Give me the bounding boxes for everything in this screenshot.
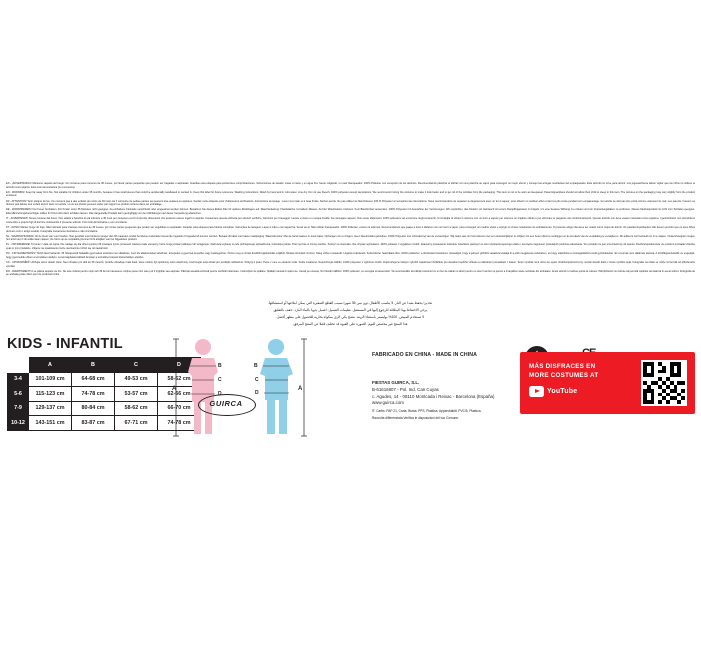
row-2-age: 7-9 [8,401,29,416]
row-1-a: 115-123 cm [29,387,72,402]
row-0-age: 3-4 [8,372,29,387]
arabic-line-2: يرجى الاحتفاظ بهذا البطاقة للرجوع إليها في المستقبل. تعليمات الغسيل: اغسل يدويا بالماء البارد. جفف بالتعليق. [272,308,428,313]
legal-paragraph-pt: PT - AVISO! Manter longe do fogo. Não indicado para crianças menores de 36 meses, por conter partes pequenas que podem ser engolidas ou aspiradas. Guardar esta etiqueta para futuras consultas. Instruções de lavagem: Lavar à mão e com água fria. Secar ao ar. Não utilizar branqueador. 100% Poliéster, exceto os adornos. Recomendamos que passe a ferro o disfarce com um ferro a vapor, para conseguir um melhor efeito e corrigir os vincos resultantes do embalamento. O presente artigo não deve ser usado como roupa de dormir. Os pais/acompanhantes não devem permitir que os seus filhos durmam com o artigo vestido. Fotografia meramente ilustrativa e não vinculativa. [6,225,695,233]
legal-paragraph-en: EN - WARNING! Keep far away from fire. Not suitable for children under 36 months, because it has small pieces that could be accidentally swallowed or sucked in. Keep this label for future reference. Washing instructions: Wash by hand and in cold water. Line dry. Do not use bleach. 100% polyester except decorations. We recommend ironing the costume to make it look better and to get rid of the wrinkles from the packaging. This item is not to be worn as sleepwear. Parents/guardians should not allow their child to sleep in this item. The pictures on the packaging may vary slightly from the product enclosed. [6,190,695,198]
promo-line-en: MORE COSTUMES AT [529,372,599,379]
header-col-b: B [72,358,115,373]
arabic-text-block [210,300,490,329]
youtube-label: YouTube [547,388,578,395]
row-1-b: 74-78 cm [72,387,115,402]
svg-text:B: B [218,363,222,369]
arabic-line-3: لا تستخدم المبيض. 100% بوليستر باستثناء الزينة. ننصح بكي الزي بمكواة بخارية للحصول على مظهر أفضل. [275,315,425,320]
legal-paragraph-cs: CS - UPOZORNĚNÍ! Udržujte mimo dosah ohně. Není vhodné pro děti do 36 měsíců, protože obsahuje malé části, které mohou být spolknuty nebo vdechnuty. Uschovejte tento štítek pro pozdější nahlédnutí. Pokyny k praní: Perte v ruce ve studené vodě. Sušte zavěšené. Nepoužívejte bělidlo. 100% polyester s výjimkou ozdob. Doporučujeme kostým vyžehlit napařovací žehličkou pro dosažení lepšího vzhledu a odstranění pomačkání z balení. Tento výrobek není určen ke spaní. Rodiče/opatrovníci by neměli dovolit dítěti v tomto výrobku spát. Fotografie na obalu se může mírně lišit od přiloženého výrobku. [6,260,695,268]
legal-paragraph-es: ES - ¡ADVERTENCIA! Mantener alejado del fuego. No conviene para menores de 36 meses, por llevar partes pequeñas que pueden ser tragadas o aspiradas. Guardas esta etiqueta para posteriores comprobaciones. Instrucciones de lavado: Lavar a mano y en agua fría. Secar colgando, no usar blanqueador. 100% Poliester con excepción de los adornos. Recomendamos planchar el disfraz con una plancha de vapor para conseguir un mejor efecto y consejo las arrugas resultantes del empaquetado. Este artículo no sirve para dormir. Los juguetes/fuera deben vigilar que los niños no utilicen el artículo como pijama. Esto solo demostrativa (no encuentra). [6,182,695,189]
legal-paragraph-hu: HU - FIGYELMEZTETÉS! Tűztől távol tartandó. 36 hónaposnál fiatalabb gyermekek számára nem alkalmas, mert kis alkatrészeket tartalmaz, amelyeket a gyermek lenyelhet vagy belélegezhet. Őrizze meg a címkét későbbi tájékozódás céljából. Mosási útmutató: Kézzel, hideg vízben mosandó. Lógatva szárítandó. Fehérítőszer használata tilos. 100% poliészter, a díszítések kivételével. Javasoljuk, hogy a jelmezt gőzölős vasalóval vasalja ki a jobb megjelenés érdekében, és hogy eltávolítsa a csomagolásból eredő gyűrődéseket. Ez a termék nem alkalmas alvásra. A szülők/gondviselők ne engedjék, hogy gyermekük ebben a termékben aludjon. A csomagoláson látható fénykép a termékhez képest kismértékben eltérhet. [6,252,695,259]
boy-figure-icon [246,336,312,440]
row-0-a: 101-109 cm [29,372,72,387]
row-3-b: 83-87 cm [72,416,115,431]
guirca-logo [198,390,254,418]
legal-paragraph-ro: RO - AVERTISMENT! A se păstra departe de foc. Nu este indicat pentru copii sub 36 de luni deoarece conține piese mici care pot fi înghițite sau aspirate. Păstrați această etichetă pentru verificări ulterioare. Instrucțiuni de spălare: Spălați manual în apă rece. Uscați pe umeraș. Nu folosiți înălbitor. 100% poliester, cu excepția ornamentelor. Vă recomandăm să călcați costumul cu un fier de călcat cu aburi pentru un efect mai bun și pentru a îndepărta cutele rezultate din ambalare. Acest articol nu trebuie purtat la culcare. Părinții/tutorii nu trebuie să permită copilului să doarmă în acest articol. Fotografia de pe ambalaj poate diferi ușor de produsul inclus. [6,269,695,277]
measurement-figures [160,332,330,442]
company-cif: B-61616807 - Pol. Ind. Can Cuyas [372,386,439,392]
row-3-a: 143-151 cm [29,416,72,431]
logo-text: GUIRCA [209,399,243,408]
youtube-promo-banner[interactable] [520,352,695,414]
qr-grid [643,362,685,404]
row-3-d: 74-78 cm [158,416,201,431]
youtube-link[interactable] [529,386,577,397]
arabic-line-4: هذا المنتج غير مخصص للنوم. الصورة على العبوة قد تختلف قليلا عن المنتج المرفق. [292,322,408,327]
svg-text:D: D [255,390,259,396]
svg-text:A: A [172,386,177,392]
legal-paragraph-nl: NL - WAARSCHUWING! Uit de buurt van vuur houden. Niet geschikt voor kinderen jonger dan 36 maanden omdat het kleine onderdelen bevat die ingeslikt of ingeademd kunnen worden. Bewaar dit label voor latere raadpleging. Wasinstructies: Met de hand wassen in koud water. Ophangen om te drogen. Geen bleekmiddel gebruiken. 100% Polyester met uitzondering van de versieringen. Wij raden aan om het kostuum met een stoomstrijkijzer te strijken om een beter effect te verkrijgen en de kreukels van de verpakking te verwijderen. Dit artikel is niet bedoeld om in te slapen. Ouders/voogden mogen hun kind niet in dit artikel laten slapen. De foto's op de verpakking kunnen licht afwijken van het bijgesloten product. [6,234,695,242]
girl-figure-icon [170,336,236,440]
materials-text: IT: Cartis: PAP 21, Carta, Busta: PPS, Plastica. Appendiabiti: PVC/5, Plastica. [372,409,482,414]
row-3-c: 67-71 cm [115,416,158,431]
company-name: FIESTAS GUIRCA, S.L. [372,380,420,385]
header-col-a: A [29,358,72,373]
arabic-line-1: تحذير! يحفظ بعيدا عن النار. لا يناسب الأطفال دون سن 36 شهرا بسبب القطع الصغيرة التي يمكن ابتلاعها أو استنشاقها. [267,301,433,305]
row-2-a: 129-137 cm [29,401,72,416]
header-col-c: C [115,358,158,373]
row-1-d: 62-66 cm [158,387,201,402]
youtube-icon [529,386,544,397]
qr-code-icon[interactable] [641,360,687,406]
header-blank [8,358,29,373]
legal-paragraph-it: IT - AVVERTENZA! Tenere lontano dal fuoco. Non adatto a bambini di età inferiore a 36 mesi per contenere pezzi di piccole dimensioni che possono essere ingeriti o aspirati. Conservare questa etichetta per ulteriori verifiche. Istruzioni per il lavaggio: Lavare a mano e in acqua fredda. Far asciugare appeso. Non usare sbiancanti. 100% poliestere ad eccezione degli ornamenti. Si consiglia di stirare il costume con un ferro a vapore per ottenere un migliore effetto e per eliminare le piegature del confezionamento. Questo articolo non deve essere indossato come pigiama. I genitori/tutori non dovrebbero consentire a proprio figli di dormire indossando il presente articolo. Foto solo dimostrativa e non vincolante. [6,217,695,224]
row-3-age: 10-12 [8,416,29,431]
disposal-text: Raccolta differenziata Verifica le disposizioni del tuo Comune. [372,415,459,420]
company-address: c. Agudes, 14 - 08110 Montcada i Reixac - Barcelona (España) [372,393,495,399]
row-1-c: 53-57 cm [115,387,158,402]
header-col-d: D [158,358,201,373]
row-0-b: 64-68 cm [72,372,115,387]
svg-text:D: D [218,391,222,397]
company-website: www.guirca.com [372,400,404,406]
row-0-c: 49-53 cm [115,372,158,387]
row-0-d: 58-62 cm [158,372,201,387]
row-2-d: 66-70 cm [158,401,201,416]
size-chart-title: KIDS - INFANTIL [7,336,123,352]
svg-text:B: B [254,363,258,369]
svg-text:A: A [298,386,303,392]
svg-text:C: C [255,377,259,383]
made-in-china-text: FABRICADO EN CHINA - MADE IN CHINA [372,352,477,358]
company-info-block [372,380,522,420]
legal-paragraph-pl: PL - OSTRZEŻENIE! Trzymać z dala od ognia. Nie nadaje się dla dzieci poniżej 36 miesiąca życia, ponieważ zawiera małe elementy, które mogą zostać połknięte lub wciągnięte. Zachowaj etykietę w celu późniejszego sprawdzenia. Instrukcja prania: Prać ręcznie w zimnej wodzie. Suszyć na wieszaku. Nie używać wybielacza. 100% poliester z wyjątkiem ozdób. Zalecamy prasowanie kostiumu żelazkiem parowym w celu uzyskania lepszego efektu i usunięcia zagnieceń powstałych podczas pakowania. Ten produkt nie jest przeznaczony do spania. Rodzice/opiekunowie nie powinni pozwalać dziecku spać w tym produkcie. Zdjęcie na opakowaniu może nieznacznie różnić się od zawartości. [6,243,695,251]
legal-paragraph-fr: FR - ATTENTION! Tenir éloigné du feu. Ne convient pas à des enfants de moins de 36 mois car il comporte de petites parties qui peuvent être avalées ou aspirées. Garder cette étiquette pour d'ultérieures vérifications. Instructions de lavage : Laver à la main et à l'eau froide. Sécher pendu. Ne pas utiliser de blanchisseur. 100 % Polyester à l'exception des décorations. Nous recommandons de repasser le déguisement avec un fer à vapeur, pour obtenir un meilleur effet et ôter les plis créés pendant son empaquetage. Cet article ne doit pas être porté comme vêtement de nuit. Les parents / tuteurs ne doivent pas laisser leur enfant dormir dans cet article. La ou les photos peuvent varier par rapport au produit contenu dans cet emballage. [6,199,695,207]
row-2-c: 58-62 cm [115,401,158,416]
svg-text:C: C [218,377,222,383]
promo-line-es: MÁS DISFRACES EN [529,363,596,370]
row-2-b: 80-84 cm [72,401,115,416]
legal-text-block [6,182,695,278]
legal-paragraph-de: DE - WARNHINWEIS! Von Feuer fernhalten. Für Kinder unter 36 Monaten nicht geeignet, da enthaltene Kleinteile verschluckt oder eingeatmet werden können. Bewahren Sie dieses Etikett bitte für spätere Rückfragen auf. Waschanleitung: Handwäsche mit kaltem Wasser. Auf der Wäscheleine trocknen. Kein Bleichmittel verwenden. 100% Polyester mit Ausnahme der Verzierungen. Wir empfehlen, das Kostüm vor Gebrauch mit einem Dampfbügeleisen zu bügeln, um eine bessere Wirkung zu erzielen und um Verpackungsfalten zu entfernen. Dieses Kleidungsstück ist nicht zum Schlafen geeignet. Eltern/Erziehungsberechtigte sollten ihr Kind nicht darin schlafen lassen. Das dargestellte Produkt kann geringfügig von den Abbildungen auf dieser Verpackung abweichen. [6,208,695,215]
row-1-age: 5-6 [8,387,29,402]
